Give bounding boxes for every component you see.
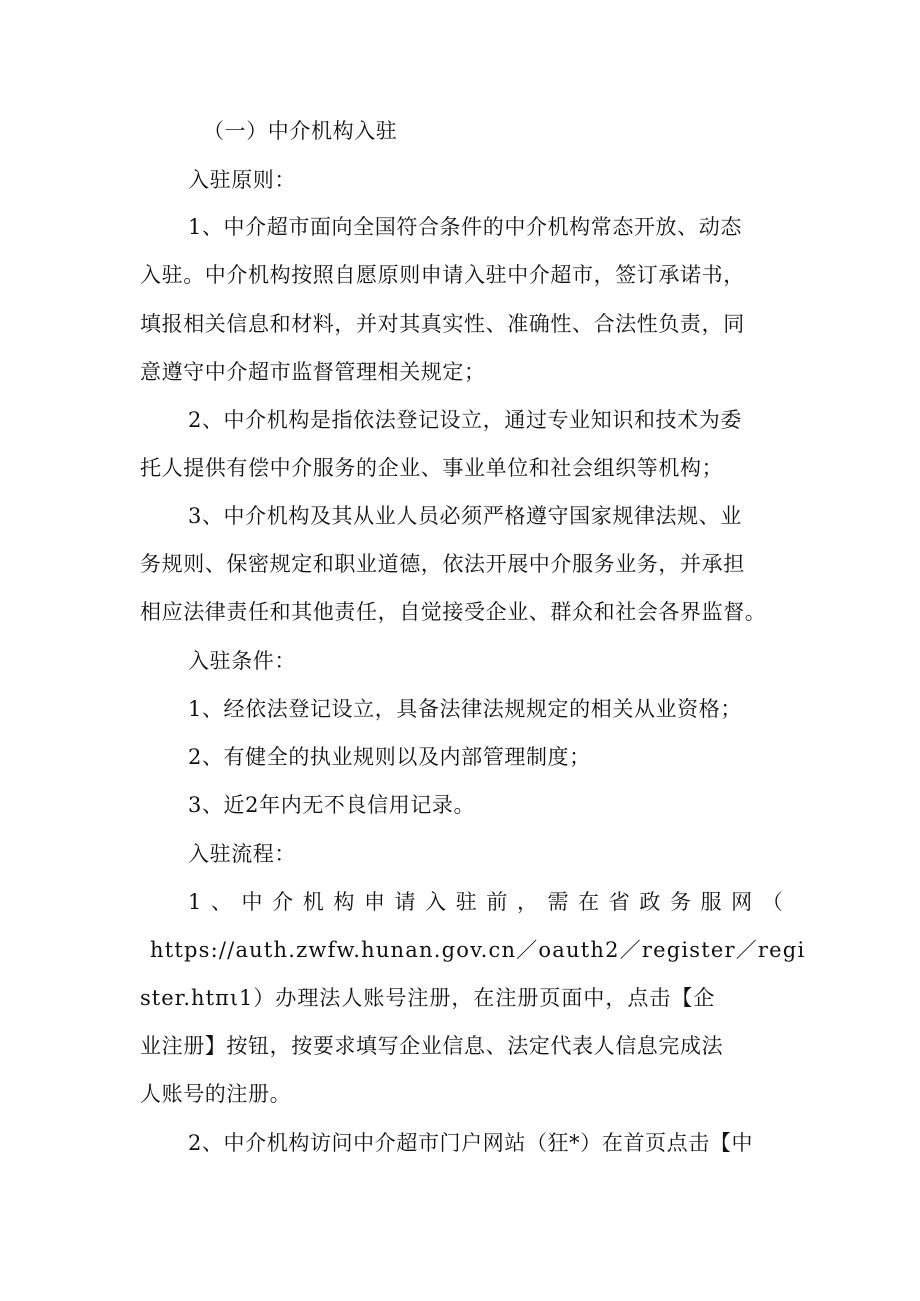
paragraph-line: 业注册】按钮，按要求填写企业信息、法定代表人信息完成法 [140,1034,724,1058]
paragraph-line: 2、有健全的执业规则以及内部管理制度； [188,745,591,769]
paragraph-line: 填报相关信息和材料，并对其真实性、准确性、合法性负责，同 [140,312,745,336]
paragraph-line: 1、中介机构申请入驻前，需在省政务服网（ [188,890,793,914]
paragraph-line: ster.htπι1）办理法人账号注册，在注册页面中，点击【企 [140,986,716,1010]
subheading-process: 入驻流程： [188,842,296,866]
paragraph-line: 1、中介超市面向全国符合条件的中介机构常态开放、动态 [188,215,742,239]
paragraph-line: 2、中介机构访问中介超市门户网站（狂*）在首页点击【中 [188,1131,754,1155]
subheading-conditions: 入驻条件： [188,649,296,673]
subheading-principles: 入驻原则： [188,168,296,192]
section-heading: （一）中介机构入驻 [203,119,398,143]
paragraph-line: 相应法律责任和其他责任，自觉接受企业、群众和社会各界监督。 [140,600,767,624]
paragraph-line: 务规则、保密规定和职业道德，依法开展中介服务业务，并承担 [140,552,745,576]
paragraph-line: 1、经依法登记设立，具备法律法规规定的相关从业资格； [188,697,742,721]
paragraph-line: 托人提供有偿中介服务的企业、事业单位和社会组织等机构； [140,456,724,480]
paragraph-line-url: https://auth.zwfw.hunan.gov.cn／oauth2／register／regi [150,938,806,962]
paragraph-line: 3、近2年内无不良信用记录。 [188,793,476,817]
paragraph-line: 入驻。中介机构按照自愿原则申请入驻中介超市，签订承诺书， [140,263,745,287]
paragraph-line: 人账号的注册。 [140,1082,292,1106]
paragraph-line: 3、中介机构及其从业人员必须严格遵守国家规律法规、业 [188,504,742,528]
paragraph-line: 2、中介机构是指依法登记设立，通过专业知识和技术为委 [188,408,742,432]
paragraph-line: 意遵守中介超市监督管理相关规定； [140,360,486,384]
